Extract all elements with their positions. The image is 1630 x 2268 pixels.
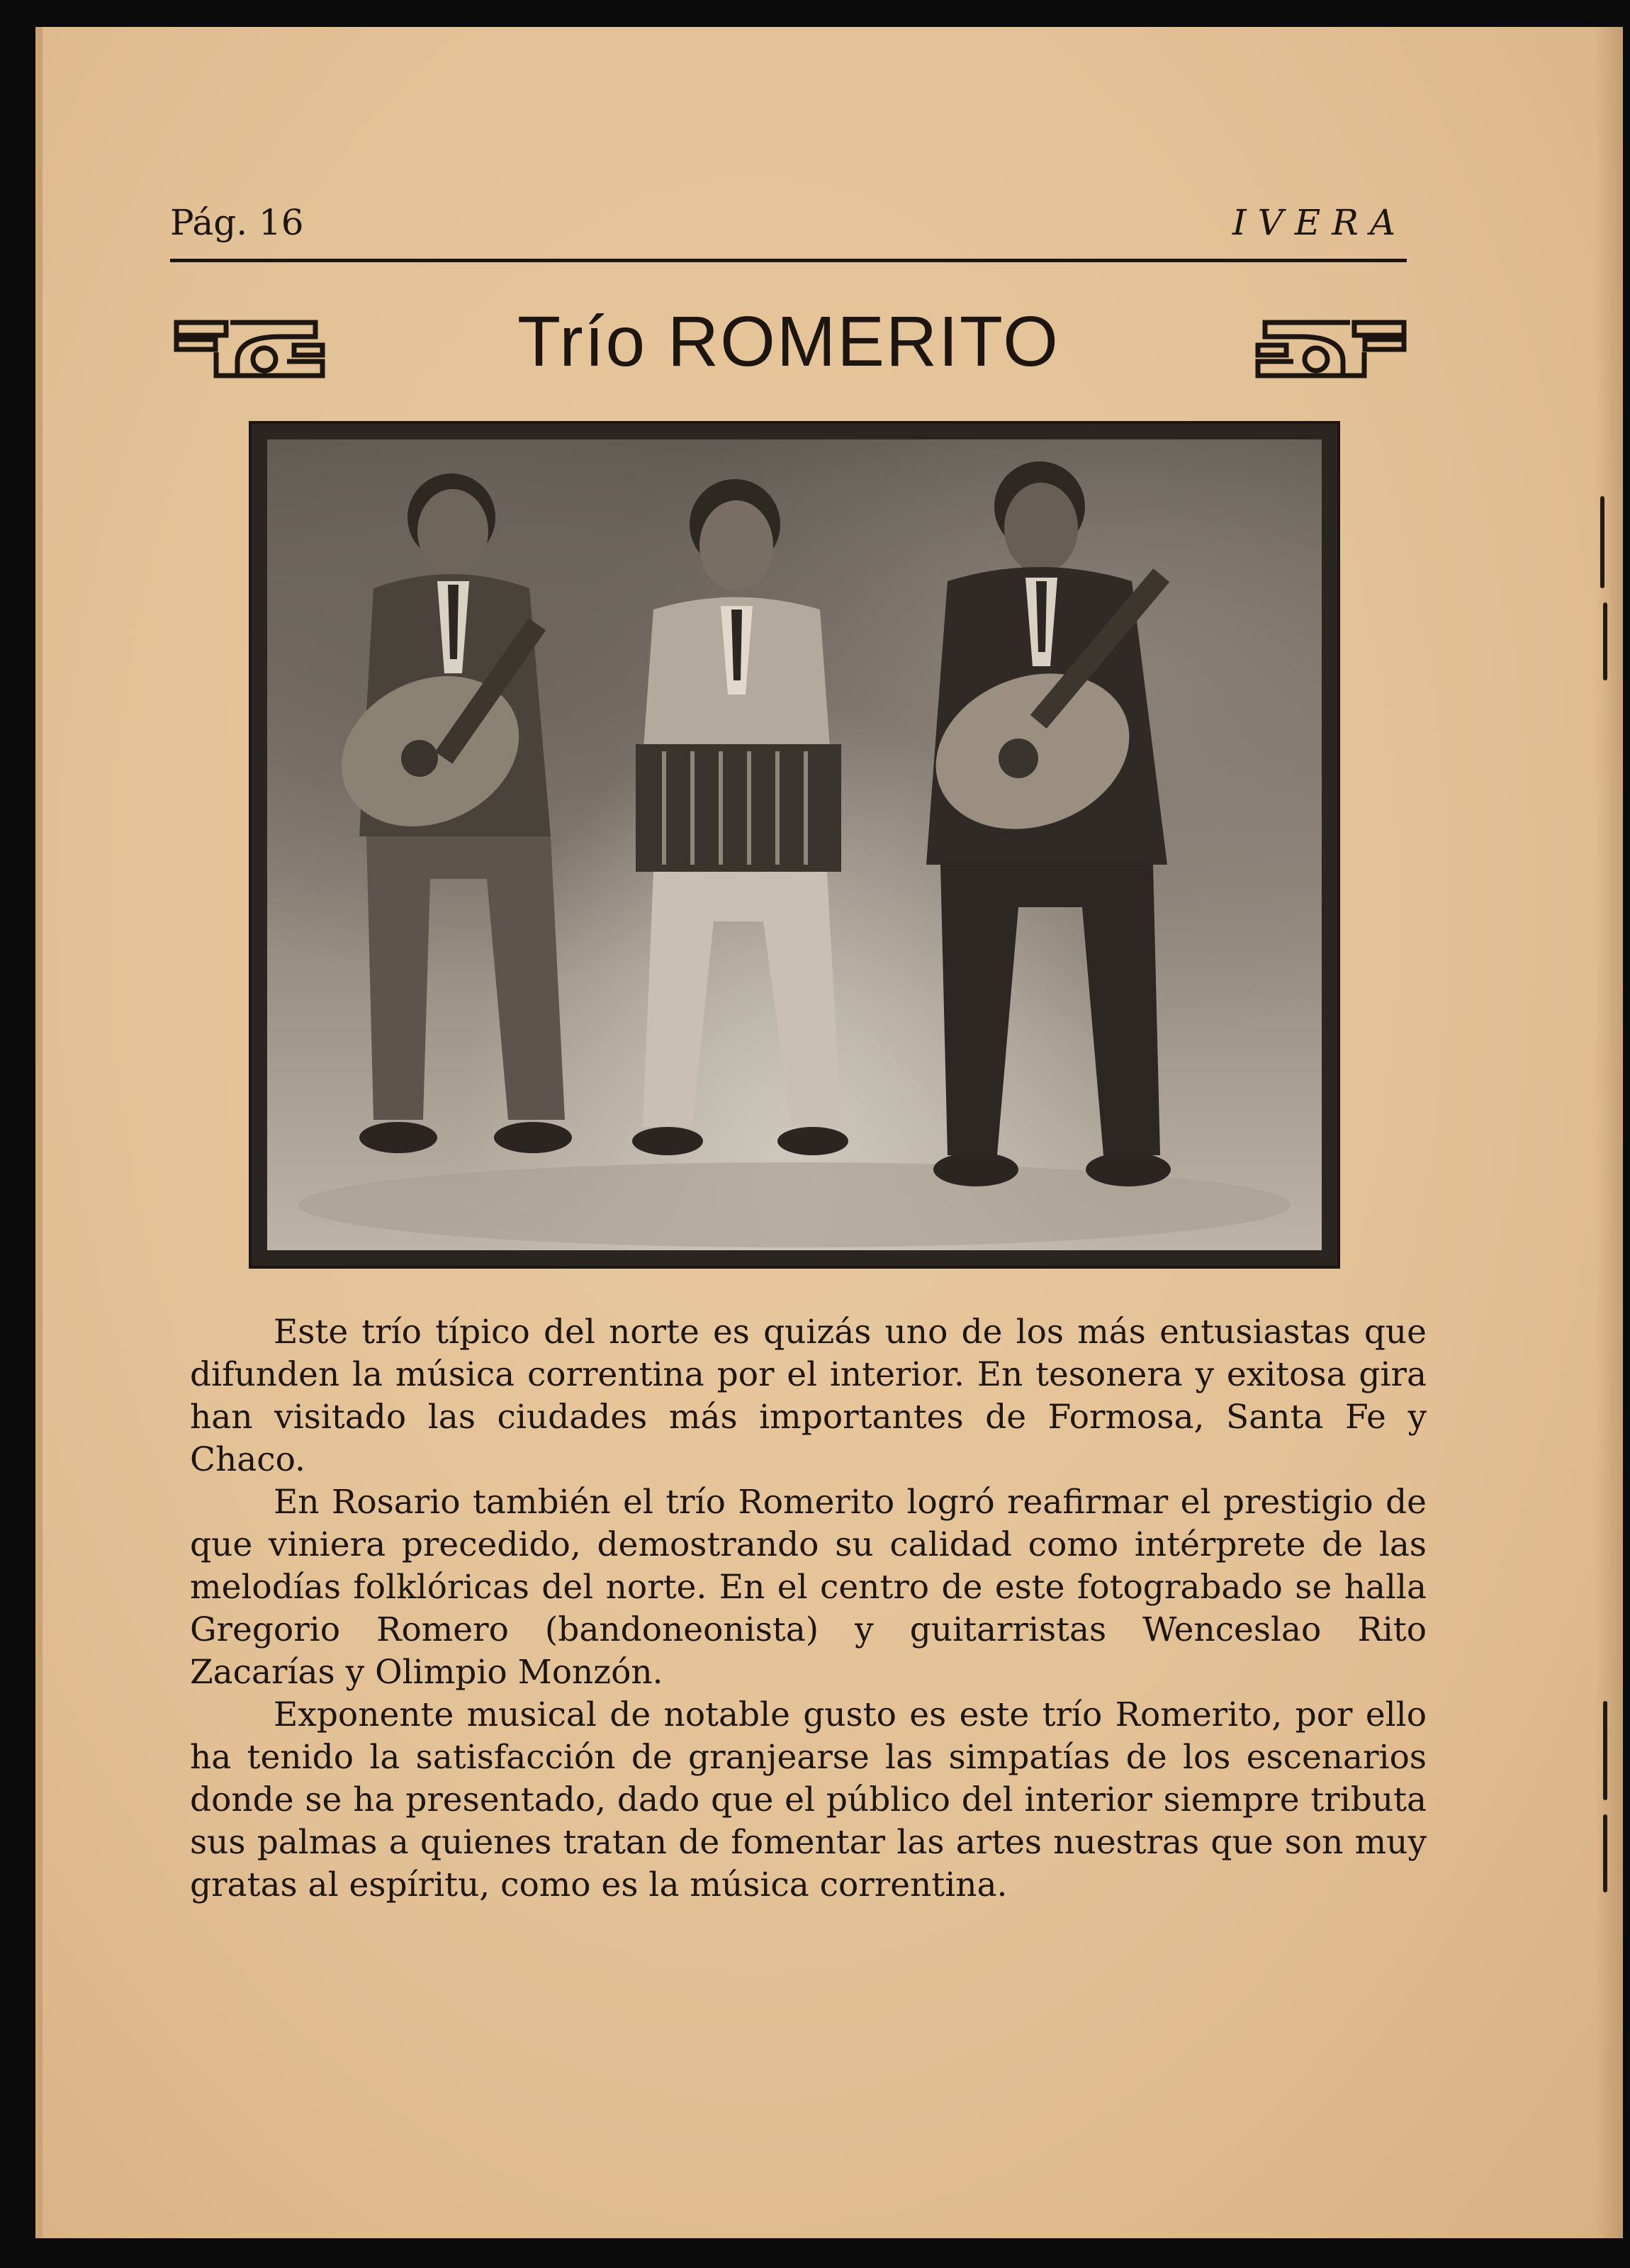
three-musicians-illustration — [267, 439, 1322, 1250]
guitarist-left — [317, 473, 572, 1153]
page-number: Pág. 16 — [170, 202, 304, 243]
photo-frame — [252, 424, 1337, 1266]
binding-stitch — [1603, 1701, 1607, 1800]
article-title: Trío ROMERITO — [517, 302, 1060, 381]
trio-photograph — [267, 439, 1322, 1250]
bandoneonist-center — [632, 479, 848, 1155]
page-header — [170, 202, 1407, 266]
guitarist-right — [914, 461, 1171, 1186]
page-edge-shadow — [1595, 27, 1623, 2238]
magazine-name: IVERA — [1232, 202, 1407, 243]
article-paragraph: Este trío típico del norte es quizás uno de los más entusiastas que difunden la música correntina por el interior. En tesonera y exitosa gira han visitado las ciudades más importantes de Formosa, Santa Fe y Chaco. — [190, 1313, 1427, 1479]
title-row — [170, 291, 1407, 397]
ornament-right-icon — [1251, 308, 1407, 386]
binding-stitch — [1600, 496, 1604, 588]
article-paragraph: Exponente musical de notable gusto es este trío Romerito, por ello ha tenido la satisfacción de granjearse las simpatías de los escenarios donde se ha presentado, dado que el público del interior siempre tributa sus palmas a quienes tratan de fomentar las artes nuestras que son muy gratas al espíritu, como es la música correntina. — [190, 1695, 1427, 1904]
header-rule — [170, 259, 1407, 262]
article-paragraph: En Rosario también el trío Romerito logró reafirmar el prestigio de que viniera precedido, demostrando su calidad como intérprete de las melodías folklóricas del norte. En el centro de este fotograbado se halla Gregorio Romero (bandoneonista) y guitarristas Wenceslao Rito Zacarías y Olimpio Monzón. — [190, 1483, 1427, 1692]
article-body — [190, 1311, 1427, 1907]
binding-stitch — [1603, 602, 1607, 680]
binding-stitch — [1603, 1814, 1607, 1892]
